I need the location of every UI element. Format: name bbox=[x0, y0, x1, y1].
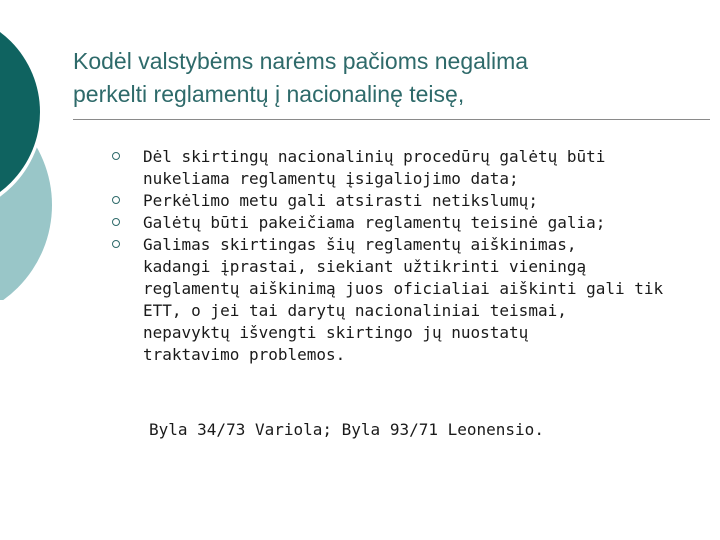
title-line-2: perkelti reglamentų į nacionalinę teisę, bbox=[73, 81, 465, 107]
case-reference-note: Byla 34/73 Variola; Byla 93/71 Leonensio. bbox=[149, 420, 544, 439]
title-line-1: Kodėl valstybėms narėms pačioms negalima bbox=[73, 48, 529, 74]
bullet-item bbox=[112, 212, 692, 234]
bullet-text-line: nukeliama reglamentų įsigaliojimo data; bbox=[143, 169, 519, 188]
bullet-circle-icon bbox=[112, 152, 120, 160]
bullet-item bbox=[112, 190, 692, 212]
bullet-list bbox=[112, 146, 692, 366]
bullet-text-line: Galimas skirtingas šių reglamentų aiškinimas, bbox=[143, 235, 577, 254]
slide-title bbox=[73, 45, 693, 111]
bullet-text-line: reglamentų aiškinimą juos oficialiai aiškinti gali tik bbox=[143, 279, 664, 298]
bullet-text-line: kadangi įprastai, siekiant užtikrinti vieningą bbox=[143, 257, 587, 276]
bullet-circle-icon bbox=[112, 196, 120, 204]
bullet-text-line: Galėtų būti pakeičiama reglamentų teisinė galia; bbox=[143, 213, 606, 232]
bullet-circle-icon bbox=[112, 218, 120, 226]
bullet-circle-icon bbox=[112, 240, 120, 248]
bullet-text-line: ETT, o jei tai darytų nacionaliniai teismai, bbox=[143, 301, 567, 320]
bullet-item bbox=[112, 146, 692, 190]
decorative-circles bbox=[0, 0, 80, 300]
bullet-text-line: Perkėlimo metu gali atsirasti netikslumų; bbox=[143, 191, 538, 210]
title-divider bbox=[73, 119, 710, 120]
bullet-item bbox=[112, 234, 692, 366]
bullet-text-line: nepavyktų išvengti skirtingo jų nuostatų bbox=[143, 323, 529, 342]
bullet-text-line: Dėl skirtingų nacionalinių procedūrų galėtų būti bbox=[143, 147, 606, 166]
bullet-text-line: traktavimo problemos. bbox=[143, 345, 346, 364]
